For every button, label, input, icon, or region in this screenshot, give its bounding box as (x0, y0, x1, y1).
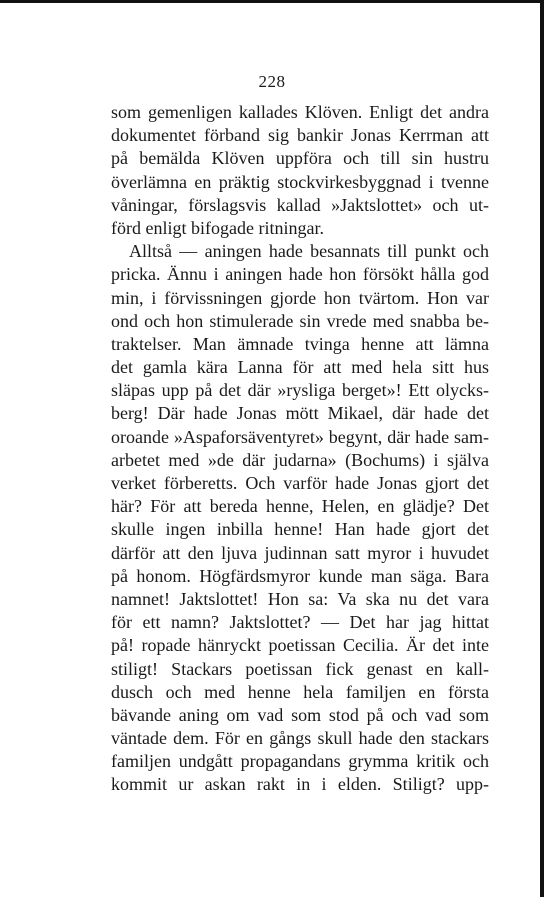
text-line: väntade dem. För en gångs skull hade den stackars (111, 728, 489, 749)
text-line: kommit ur askan rakt in i elden. Stiligt? upp- (111, 774, 489, 795)
text-line: som gemenligen kallades Klöven. Enligt det andra (111, 102, 489, 122)
text-line: det gamla kära Lanna för att med hela sitt hus (111, 357, 489, 378)
text-line: förd enligt bifogade ritningar. (111, 217, 324, 238)
text-line: på! ropade hänryckt poetissan Cecilia. Är det inte (111, 635, 489, 656)
text-line: dusch och med henne hela familjen en första (111, 681, 489, 702)
body-text (111, 101, 489, 797)
page-number: 228 (258, 72, 286, 91)
text-line: pricka. Ännu i aningen hade hon försökt hålla god (111, 264, 489, 285)
text-line: skulle ingen inbilla henne! Han hade gjort det (111, 519, 489, 540)
text-line: bävande aning om vad som stod på och vad som (111, 704, 489, 725)
text-line: dokumentet förband sig bankir Jonas Kerrman att (111, 125, 489, 146)
text-line: våningar, förslagsvis kallad »Jaktslottet» och ut- (111, 194, 489, 215)
text-line: stiligt! Stackars poetissan fick genast en kall- (111, 658, 489, 679)
text-line: namnet! Jaktslottet! Hon sa: Va ska nu det vara (111, 588, 489, 609)
text-line: Alltså — aningen hade besannats till punkt och (129, 241, 489, 262)
page-top-edge (0, 0, 544, 3)
text-line: släpas upp på det där »rysliga berget»! Ett olycks- (111, 380, 489, 401)
text-line: arbetet med »de där judarna» (Bochums) i själva (111, 449, 489, 470)
text-line: verket förberetts. Och varför hade Jonas gjort det (111, 473, 489, 493)
text-line: min, i förvissningen gjorde hon tvärtom. Hon var (111, 287, 489, 308)
text-line: för ett namn? Jaktslottet? — Det har jag hittat (111, 612, 489, 633)
page-right-edge (540, 0, 544, 897)
text-line: traktelser. Man ämnade tvinga henne att lämna (111, 333, 489, 354)
text-line: berg! Där hade Jonas mött Mikael, där hade det (111, 403, 489, 424)
text-line: familjen undgått propagandans grymma kritik och (111, 751, 489, 772)
text-line: på honom. Högfärdsmyror kunde man säga. Bara (111, 565, 489, 586)
text-line: här? För att bereda henne, Helen, en glädje? Det (111, 496, 489, 517)
text-line: ond och hon stimulerade sin vrede med snabba be- (111, 310, 489, 331)
text-line: oroande »Aspaforsäventyret» begynt, där hade sam- (111, 426, 489, 447)
text-line: överlämna en präktig stockvirkesbyggnad i tvenne (111, 171, 489, 192)
text-line: på bemälda Klöven uppföra och till sin hustru (111, 148, 489, 169)
text-line: därför att den ljuva judinnan satt myror i huvudet (111, 542, 489, 563)
